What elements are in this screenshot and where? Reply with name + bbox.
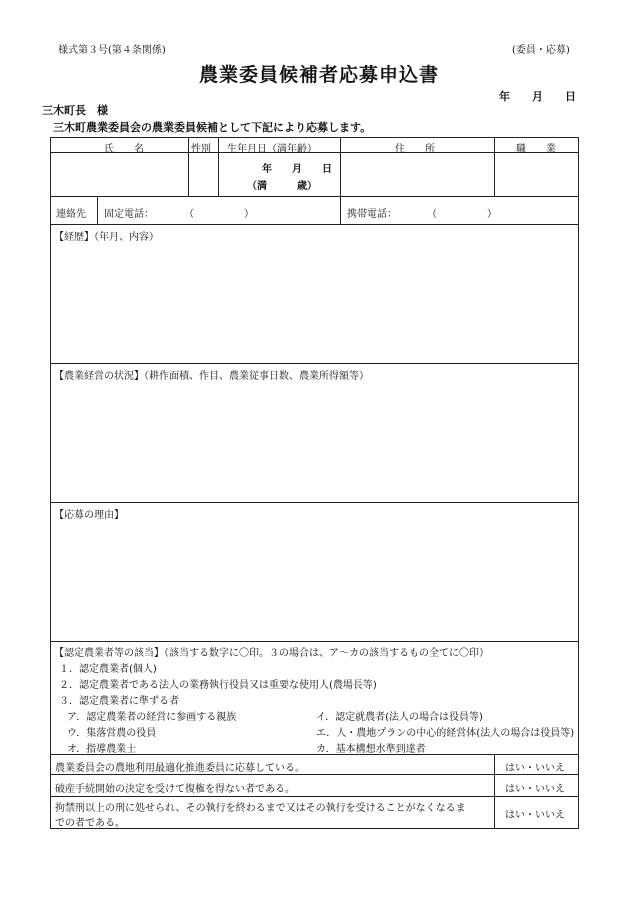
certified-sub-option[interactable]: カ．基本構想水準到達者	[316, 744, 426, 755]
addressee: 三木町長 様	[42, 104, 108, 117]
certified-sub-option[interactable]: ウ．集落営農の役員	[67, 728, 157, 739]
yes-no-choice[interactable]: はい・いいえ	[505, 810, 565, 821]
col-birth-header: 生年月日（満年齢）	[227, 144, 317, 155]
certified-sub-option[interactable]: イ．認定就農者(法人の場合は役員等)	[316, 712, 483, 723]
certified-section-title: 【認定農業者等の該当】（該当する数字に〇印。３の場合は、ア～カの該当するもの全てに〇印）	[54, 648, 489, 659]
job-field[interactable]	[495, 153, 579, 196]
certified-sub-option[interactable]: ア．認定農業者の経営に参画する親族	[67, 712, 237, 723]
row-divider	[50, 502, 579, 503]
certified-option[interactable]: ２．認定農業者である法人の業務執行役員又は重要な使用人(農場長等)	[59, 680, 377, 691]
career-section-title: 【経歴】（年月、内容）	[54, 232, 159, 243]
birth-date-field[interactable]: 年 月 日	[262, 164, 332, 175]
col-name-header: 氏 名	[104, 144, 144, 155]
farming-section-title: 【農業経営の状況】（耕作面積、作目、農業従事日数、農業所得額等）	[54, 371, 369, 382]
address-field[interactable]	[341, 153, 494, 196]
yes-no-choice[interactable]: はい・いいえ	[505, 784, 565, 795]
col-address-header: 住 所	[395, 144, 435, 155]
farming-field[interactable]	[51, 381, 578, 501]
page-title: 農業委員候補者応募申込書	[199, 64, 440, 86]
contact-label: 連絡先	[56, 209, 86, 220]
certified-sub-option[interactable]: エ．人・農地プランの中心的経営体(法人の場合は役員等)	[316, 728, 575, 739]
row-divider	[50, 363, 579, 364]
col-divider	[218, 137, 219, 196]
certified-option[interactable]: ３．認定農業者に準ずる者	[59, 696, 179, 707]
col-job-header: 職 業	[516, 144, 556, 155]
row-divider	[50, 196, 579, 197]
question-text-continued: での者である。	[55, 818, 125, 829]
gender-field[interactable]	[189, 153, 218, 196]
form-category: (委員・応募)	[512, 45, 570, 56]
question-text: 農業委員会の農地利用最適化推進委員に応募している。	[55, 763, 305, 774]
reason-field[interactable]	[51, 520, 578, 640]
row-divider	[50, 641, 579, 642]
name-field[interactable]	[51, 153, 188, 196]
col-gender-header: 性別	[191, 144, 211, 155]
certified-option[interactable]: １．認定農業者(個人)	[59, 664, 157, 675]
row-divider	[50, 224, 579, 225]
question-text: 破産手続開始の決定を受けて復権を得ない者である。	[55, 784, 295, 795]
mobile-field[interactable]: 携帯電話： （ ）	[347, 209, 497, 220]
date-line: 年 月 日	[499, 90, 576, 103]
intro-text: 三木町農業委員会の農業委員候補として下記により応募します。	[53, 121, 372, 134]
row-divider	[50, 796, 579, 797]
landline-field[interactable]: 固定電話： （ ）	[104, 209, 254, 220]
col-divider	[494, 754, 495, 829]
certified-sub-option[interactable]: オ．指導農業士	[67, 744, 137, 755]
question-text: 拘禁刑以上の刑に処せられ、その執行を終わるまで又はその執行を受けることがなくなるま	[55, 803, 466, 814]
col-divider	[97, 196, 98, 224]
row-divider	[50, 774, 579, 775]
yes-no-choice[interactable]: はい・いいえ	[505, 763, 565, 774]
reason-section-title: 【応募の理由】	[54, 510, 124, 521]
form-number: 様式第３号(第４条関係)	[58, 45, 166, 56]
birth-age-field[interactable]: （満 歳）	[247, 181, 317, 192]
career-field[interactable]	[51, 242, 578, 362]
